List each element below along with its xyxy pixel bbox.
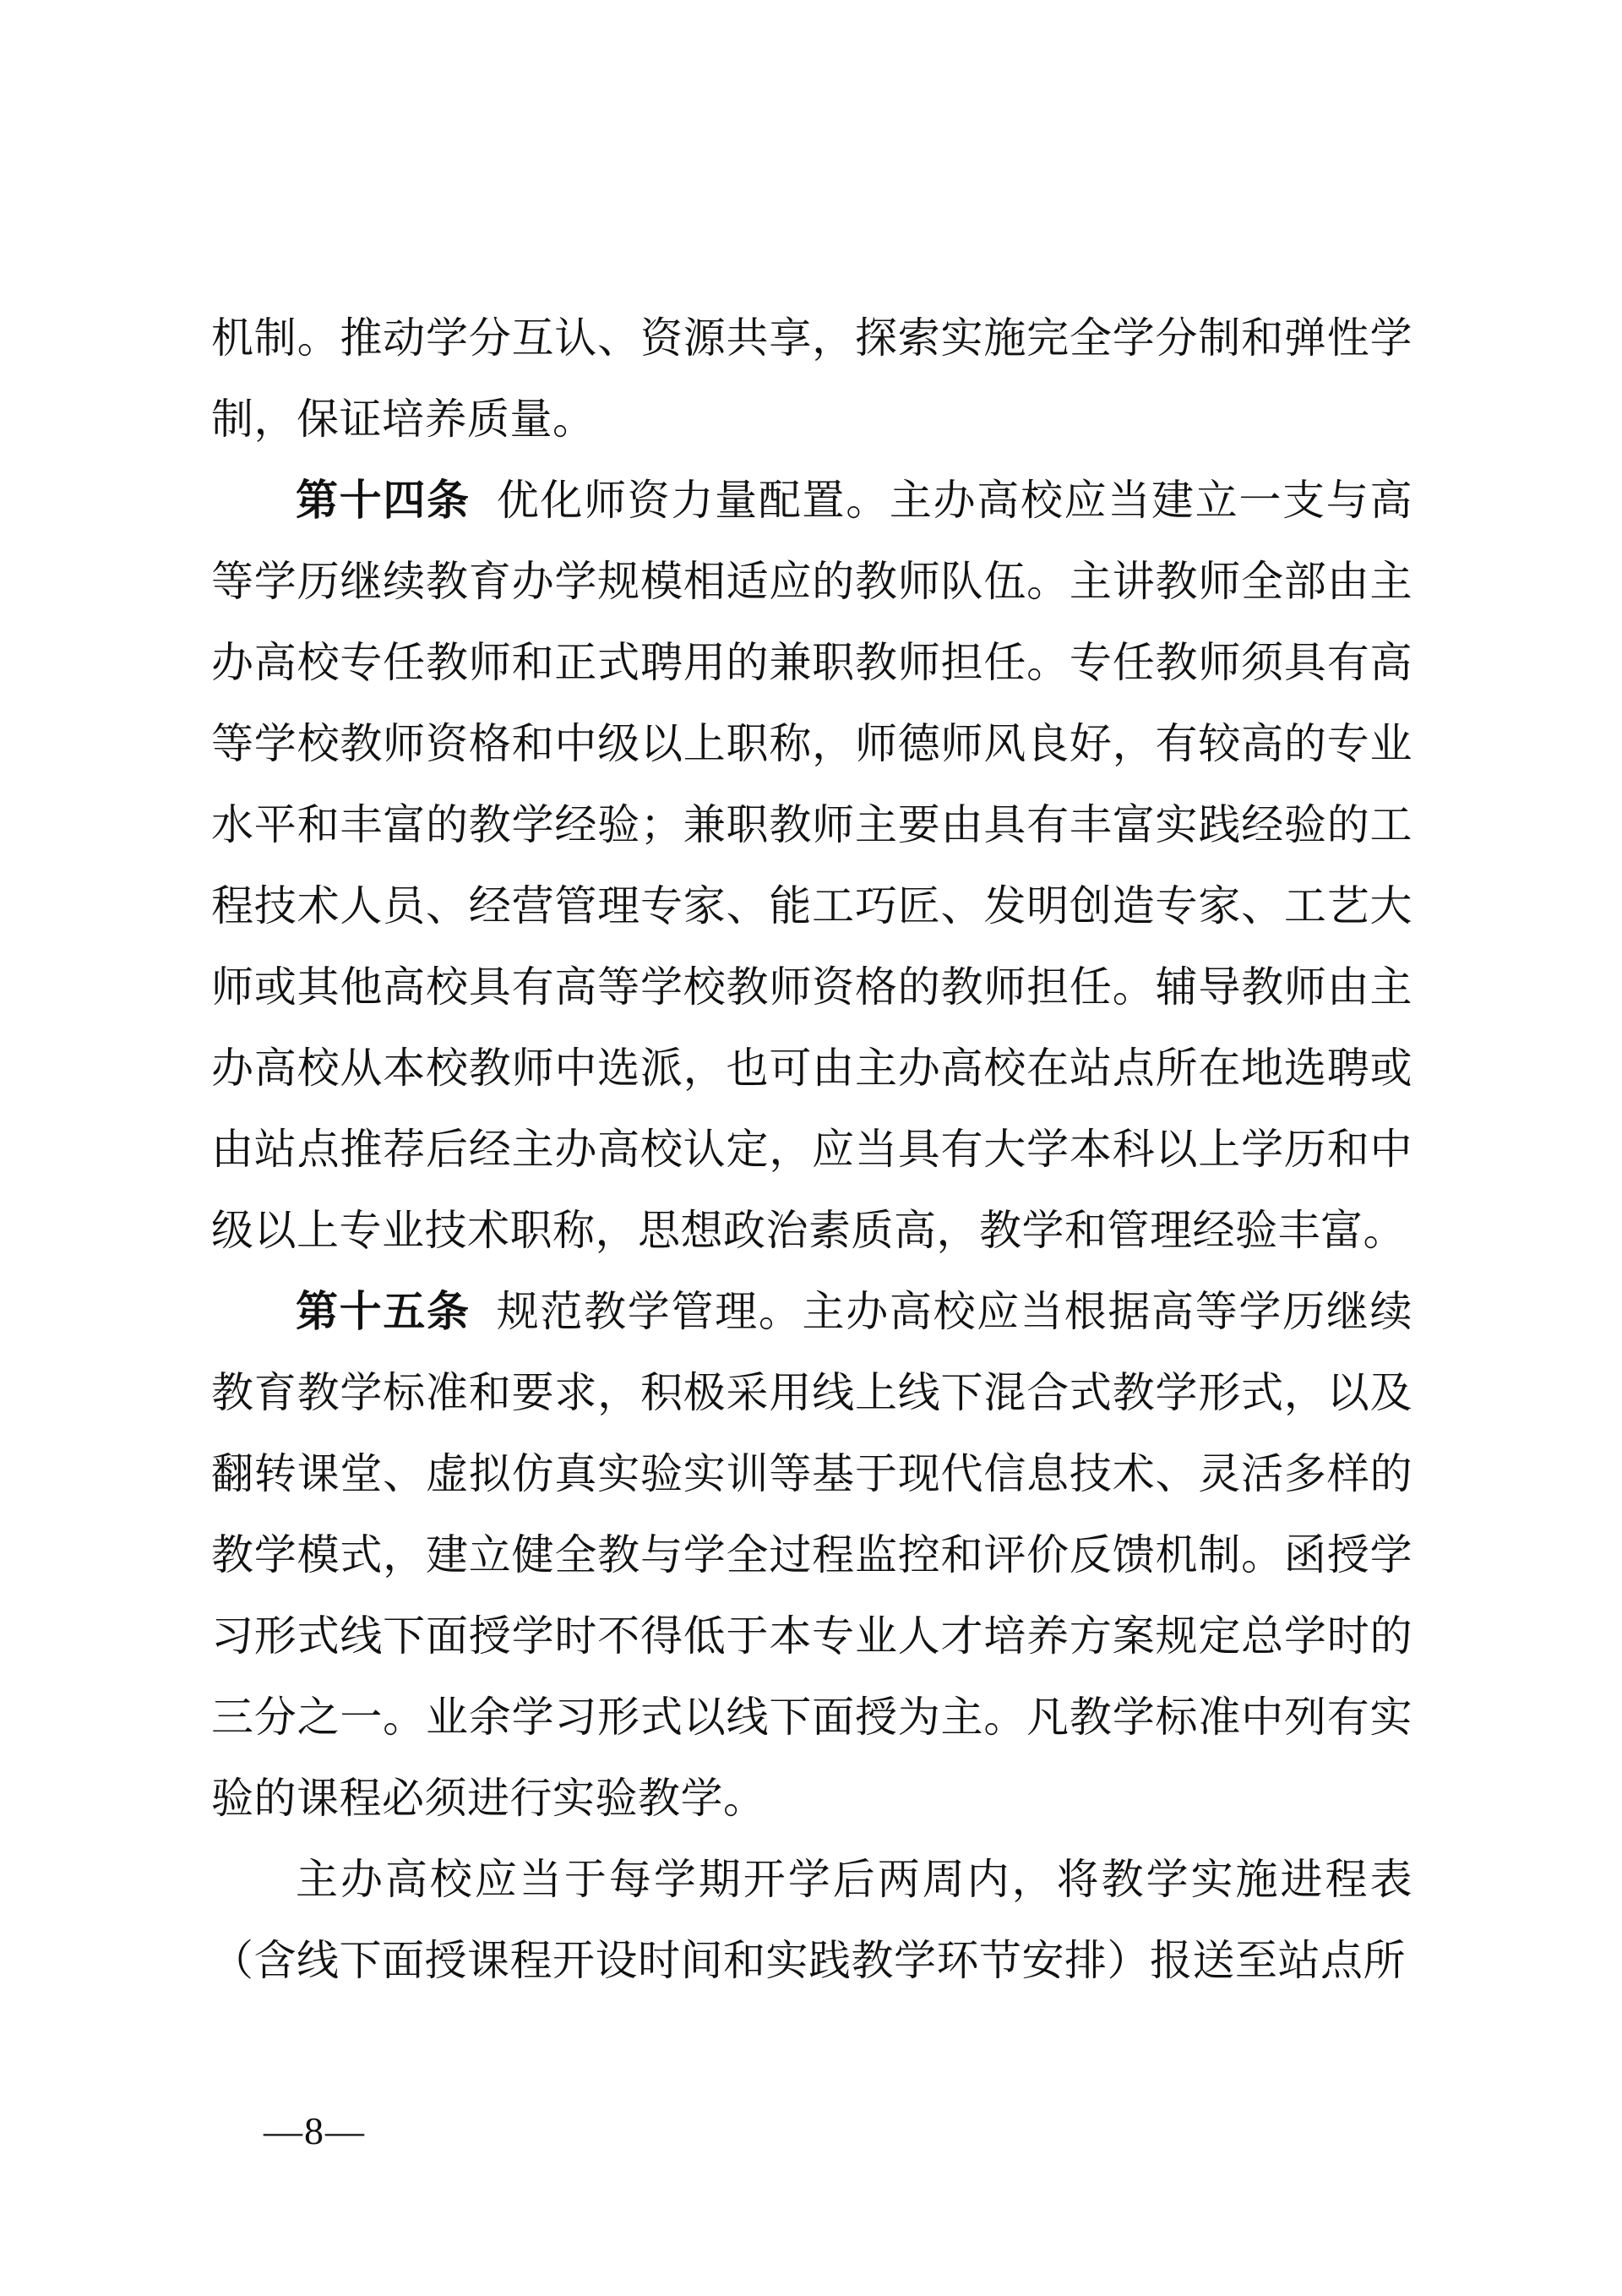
paragraph-schedule-report — [211, 1839, 1412, 2001]
paragraph-article-14 — [211, 460, 1412, 1271]
article-heading: 第十四条 — [296, 477, 471, 524]
paragraph-article-15 — [211, 1271, 1412, 1839]
paragraph-text: 主办高校应当于每学期开学后两周内，将教学实施进程表（含线下面授课程开设时间和实践教学环节安排）报送至站点所 — [211, 1856, 1412, 1984]
paragraph-text: 规范教学管理。主办高校应当根据高等学历继续教育教学标准和要求，积极采用线上线下混合式教学形式，以及翻转课堂、虚拟仿真实验实训等基于现代信息技术、灵活多样的教学模式，建立健全教与学全过程监控和评价反馈机制。函授学习形式线下面授学时不得低于本专业人才培养方案规定总学时的三分之一。业余学习形式以线下面授为主。凡教学标准中列有实验的课程必须进行实验教学。 — [211, 1288, 1412, 1822]
page-number: —8— — [264, 2109, 366, 2152]
paragraph-text: 机制。推动学分互认、资源共享，探索实施完全学分制和弹性学制，保证培养质量。 — [211, 314, 1412, 443]
document-body — [211, 297, 1412, 2001]
article-heading: 第十五条 — [296, 1288, 471, 1335]
paragraph-continuation — [211, 297, 1412, 460]
paragraph-text: 优化师资力量配置。主办高校应当建立一支与高等学历继续教育办学规模相适应的教师队伍。主讲教师全部由主办高校专任教师和正式聘用的兼职教师担任。专任教师须具有高等学校教师资格和中级以上职称，师德师风良好，有较高的专业水平和丰富的教学经验；兼职教师主要由具有丰富实践经验的工程技术人员、经营管理专家、能工巧匠、发明创造专家、工艺大师或其他高校具有高等学校教师资格的教师担任。辅导教师由主办高校从本校教师中选派，也可由主办高校在站点所在地选聘或由站点推荐后经主办高校认定，应当具有大学本科以上学历和中级以上专业技术职称，思想政治素质高，教学和管理经验丰富。 — [211, 477, 1412, 1254]
